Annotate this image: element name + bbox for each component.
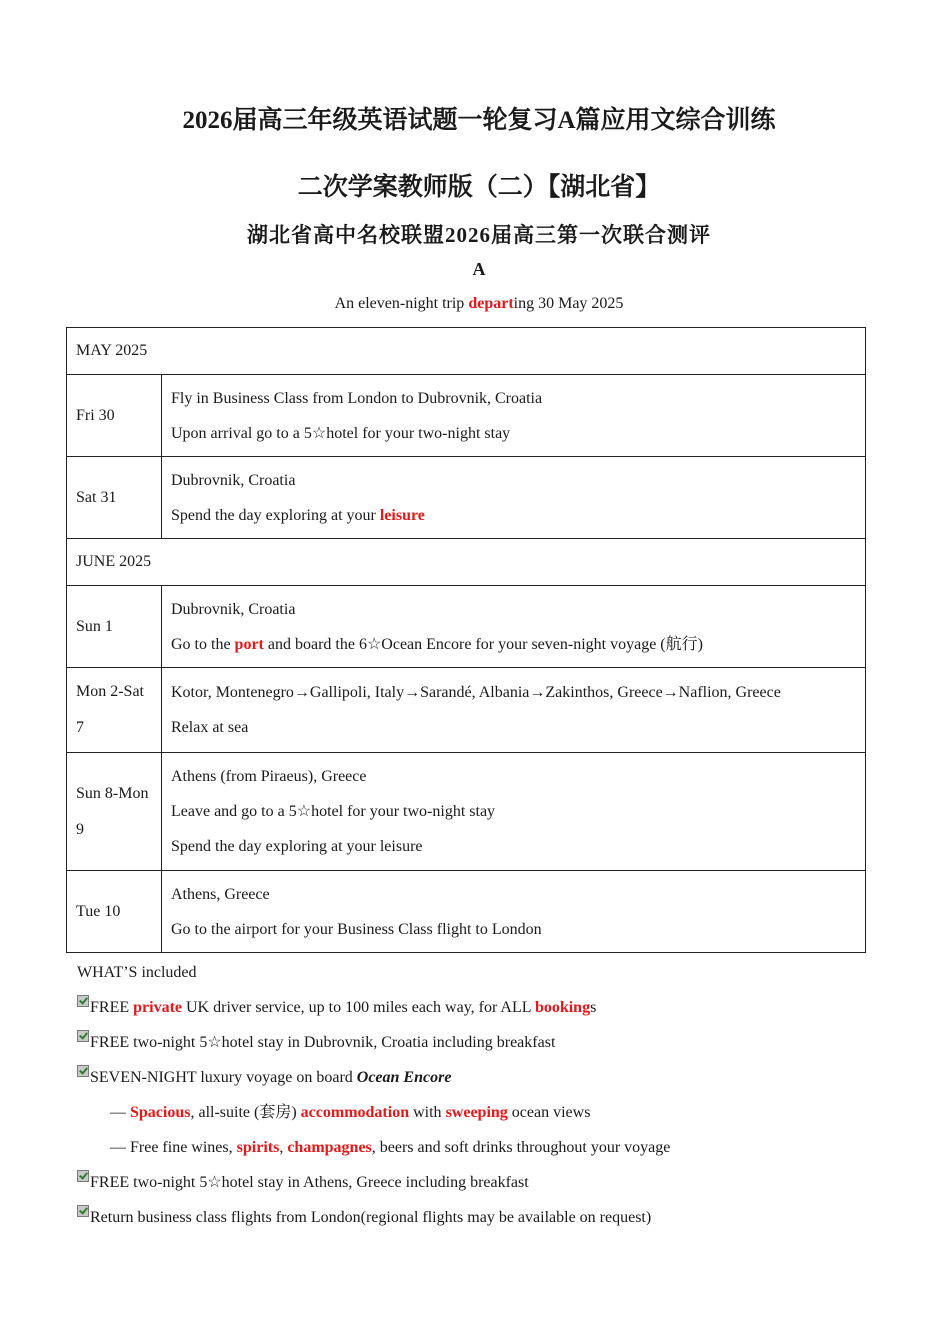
table-row: [67, 328, 866, 375]
table-row: [67, 753, 866, 871]
checkbox-icon: [77, 995, 89, 1007]
item-text: FREE: [90, 999, 134, 1016]
page-title-line1: 2026届高三年级英语试题一轮复习A篇应用文综合训练: [182, 107, 776, 134]
checkbox-icon: [77, 1030, 89, 1042]
desc-line: [171, 498, 856, 533]
day-cell: Sat 31: [67, 457, 162, 539]
desc-line: Go to the airport for your Business Class flight to London: [171, 920, 542, 938]
desc-cell: [162, 457, 866, 539]
item-text: , all-suite (套房): [190, 1104, 301, 1121]
table-row: [67, 539, 866, 586]
desc-cell: [162, 753, 866, 871]
item-text: — Free fine wines,: [110, 1139, 237, 1156]
item-text: Return business class flights from London(regional flights may be available on request): [90, 1209, 652, 1226]
desc-line: Leave and go to a 5☆hotel for your two-night stay: [171, 803, 496, 820]
item-text: FREE two-night 5☆hotel stay in Athens, Greece including breakfast: [90, 1174, 529, 1191]
included-heading: WHAT’S included: [77, 964, 197, 981]
month-header-may: MAY 2025: [67, 328, 866, 375]
day-cell: Sun 8-Mon 9: [67, 753, 162, 871]
desc-cell: [162, 586, 866, 668]
day-cell: Mon 2-Sat 7: [67, 668, 162, 753]
desc-cell: [162, 668, 866, 753]
desc-line: Relax at sea: [171, 719, 249, 736]
highlight-word: booking: [534, 999, 591, 1016]
desc-line: Dubrovnik, Croatia: [171, 600, 296, 618]
desc-text: Spend the day exploring at your: [171, 506, 380, 524]
item-text: UK driver service, up to 100 miles each way, for ALL: [182, 999, 535, 1016]
ship-name: Ocean Encore: [356, 1069, 452, 1086]
highlight-word: accommodation: [300, 1104, 410, 1121]
desc-line: Spend the day exploring at your leisure: [171, 838, 423, 855]
highlight-word: spirits: [236, 1139, 280, 1156]
item-text: , beers and soft drinks throughout your voyage: [371, 1139, 671, 1156]
day-cell: Sun 1: [67, 586, 162, 668]
highlight-word: private: [133, 999, 182, 1016]
desc-cell: [162, 375, 866, 457]
desc-line: Kotor, Montenegro→Gallipoli, Italy→Sarandé, Albania→Zakinthos, Greece→Naflion, Greece: [171, 684, 781, 701]
highlight-word: depart: [468, 295, 514, 312]
included-item: [77, 1060, 670, 1095]
included-subitem: [77, 1130, 670, 1165]
item-text: s: [590, 999, 597, 1016]
table-row: [67, 457, 866, 539]
highlight-word: champagnes: [287, 1139, 372, 1156]
included-section: [77, 955, 670, 1235]
desc-line: Fly in Business Class from London to Dubrovnik, Croatia: [171, 389, 543, 407]
included-item: [77, 990, 670, 1025]
day-cell: Fri 30: [67, 375, 162, 457]
month-header-june: JUNE 2025: [67, 539, 866, 586]
desc-text: and board the 6☆Ocean Encore for your seven-night voyage (航行): [263, 635, 703, 653]
page-title-line2: 二次学案教师版（二）【湖北省】: [297, 174, 661, 201]
highlight-word: port: [234, 635, 264, 653]
item-text: ,: [279, 1139, 288, 1156]
item-text: ocean views: [507, 1104, 591, 1121]
desc-line: Dubrovnik, Croatia: [171, 471, 296, 489]
desc-line: Athens, Greece: [171, 885, 270, 903]
checkbox-icon: [77, 1065, 89, 1077]
desc-line: Upon arrival go to a 5☆hotel for your two-night stay: [171, 424, 511, 442]
item-text: with: [409, 1104, 446, 1121]
desc-cell: [162, 871, 866, 953]
highlight-word: sweeping: [445, 1104, 508, 1121]
subtitle-text: An eleven-night trip: [334, 295, 469, 312]
table-row: [67, 668, 866, 753]
highlight-word: leisure: [379, 506, 425, 524]
checkbox-icon: [77, 1205, 89, 1217]
table-row: [67, 375, 866, 457]
item-text: SEVEN-NIGHT luxury voyage on board: [90, 1069, 357, 1086]
itinerary-table: [66, 327, 866, 953]
included-subitem: [77, 1095, 670, 1130]
trip-subtitle: [0, 295, 950, 313]
subtitle-text: ing 30 May 2025: [513, 295, 624, 312]
item-text: FREE two-night 5☆hotel stay in Dubrovnik, Croatia including breakfast: [90, 1034, 556, 1051]
table-row: [67, 586, 866, 668]
desc-line: [171, 627, 856, 662]
table-row: [67, 871, 866, 953]
desc-text: Go to the: [171, 635, 235, 653]
highlight-word: Spacious: [130, 1104, 191, 1121]
desc-line: Athens (from Piraeus), Greece: [171, 768, 367, 785]
included-item: [77, 1200, 670, 1235]
item-text: —: [110, 1104, 130, 1121]
included-item: [77, 1025, 670, 1060]
section-label: A: [472, 259, 486, 279]
checkbox-icon: [77, 1170, 89, 1182]
exam-source-title: 湖北省高中名校联盟2026届高三第一次联合测评: [247, 223, 711, 247]
day-cell: Tue 10: [67, 871, 162, 953]
included-item: [77, 1165, 670, 1200]
